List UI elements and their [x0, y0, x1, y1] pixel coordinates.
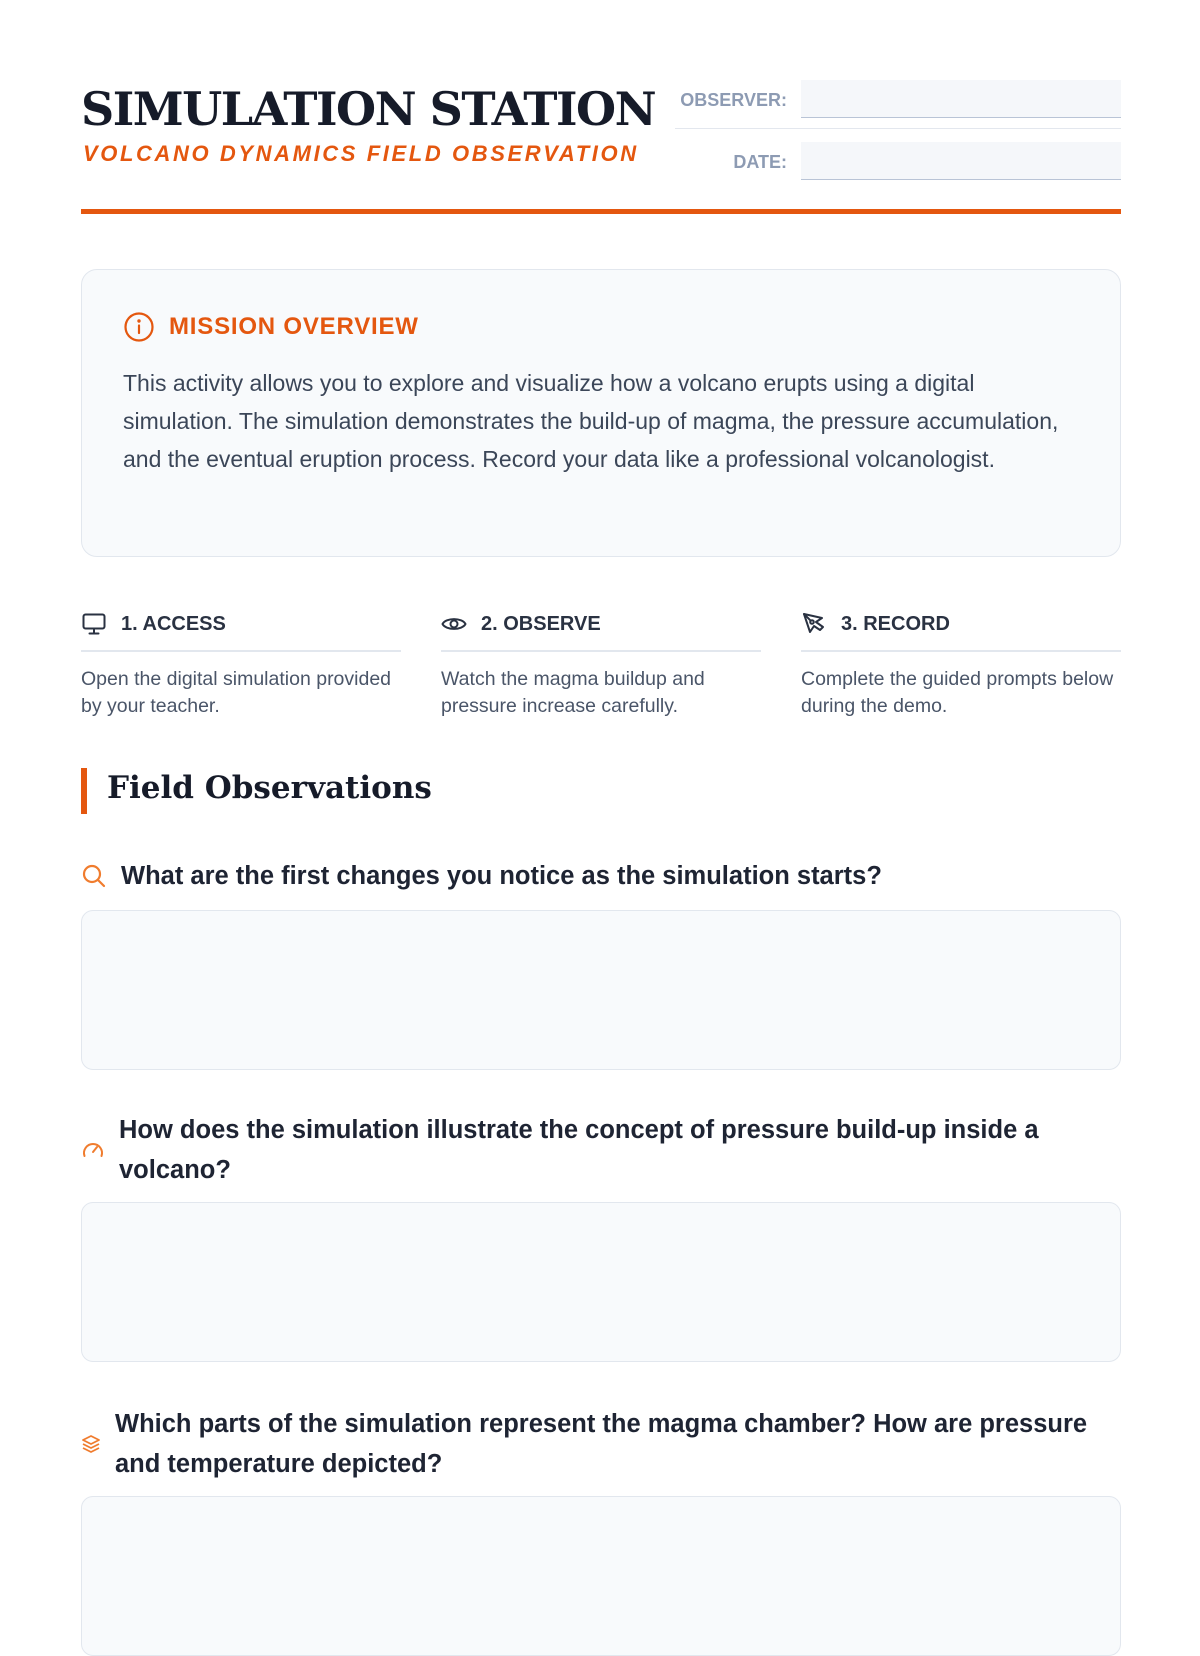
step-access: [81, 610, 401, 720]
question-3: [81, 1404, 1121, 1484]
eye-icon: [441, 611, 467, 637]
step-observe-header: [441, 610, 761, 652]
answer-box-2[interactable]: [81, 1202, 1121, 1362]
step-observe-title: 2. OBSERVE: [481, 612, 601, 635]
step-record: [801, 610, 1121, 720]
steps-row: [81, 610, 1121, 720]
step-record-title: 3. RECORD: [841, 612, 950, 635]
date-row: [675, 140, 1121, 190]
observer-field[interactable]: [801, 80, 1121, 118]
question-3-text: Which parts of the simulation represent the magma chamber? How are pressure and temperature depicted?: [115, 1410, 1088, 1478]
question-2-text: How does the simulation illustrate the concept of pressure build-up inside a volcano?: [119, 1116, 1039, 1184]
step-observe-description: Watch the magma buildup and pressure increase carefully.: [441, 668, 705, 717]
section-title: Field Observations: [107, 770, 432, 806]
section-accent-bar: [81, 768, 87, 814]
mission-overview-card: [81, 269, 1121, 557]
step-record-description: Complete the guided prompts below during the demo.: [801, 668, 1114, 717]
date-label: DATE:: [733, 152, 787, 172]
header: [81, 78, 1121, 218]
date-field[interactable]: [801, 142, 1121, 180]
step-access-title: 1. ACCESS: [121, 612, 226, 635]
step-access-header: [81, 610, 401, 652]
mission-header: [123, 311, 419, 343]
question-3-header: [81, 1404, 1121, 1484]
search-icon: [81, 863, 107, 889]
page-title: SIMULATION STATION: [81, 82, 656, 136]
step-record-header: [801, 610, 1121, 652]
page-subtitle: VOLCANO DYNAMICS FIELD OBSERVATION: [83, 141, 639, 166]
pen-tool-icon: [801, 611, 827, 637]
mission-title: MISSION OVERVIEW: [169, 313, 419, 340]
question-1-header: [81, 856, 1121, 896]
question-1-text: What are the first changes you notice as the simulation starts?: [121, 862, 882, 890]
answer-box-1[interactable]: [81, 910, 1121, 1070]
observer-label: OBSERVER:: [680, 90, 787, 110]
question-1: [81, 856, 1121, 896]
observer-row: [675, 78, 1121, 129]
question-2: [81, 1110, 1121, 1190]
answer-box-3[interactable]: [81, 1496, 1121, 1656]
step-observe: [441, 610, 761, 720]
step-access-description: Open the digital simulation provided by your teacher.: [81, 668, 392, 717]
gauge-icon: [81, 1138, 105, 1162]
layers-icon: [81, 1434, 101, 1454]
header-divider: [81, 209, 1121, 214]
monitor-icon: [81, 611, 107, 637]
mission-description: This activity allows you to explore and visualize how a volcano erupts using a digital simulation. The simulation demonstrates the build-up of magma, the pressure accumulation, and the eventual eruption process. Record your data like a professional volcanologist.: [123, 370, 1059, 472]
info-circle-icon: [123, 311, 155, 343]
question-2-header: [81, 1110, 1121, 1190]
